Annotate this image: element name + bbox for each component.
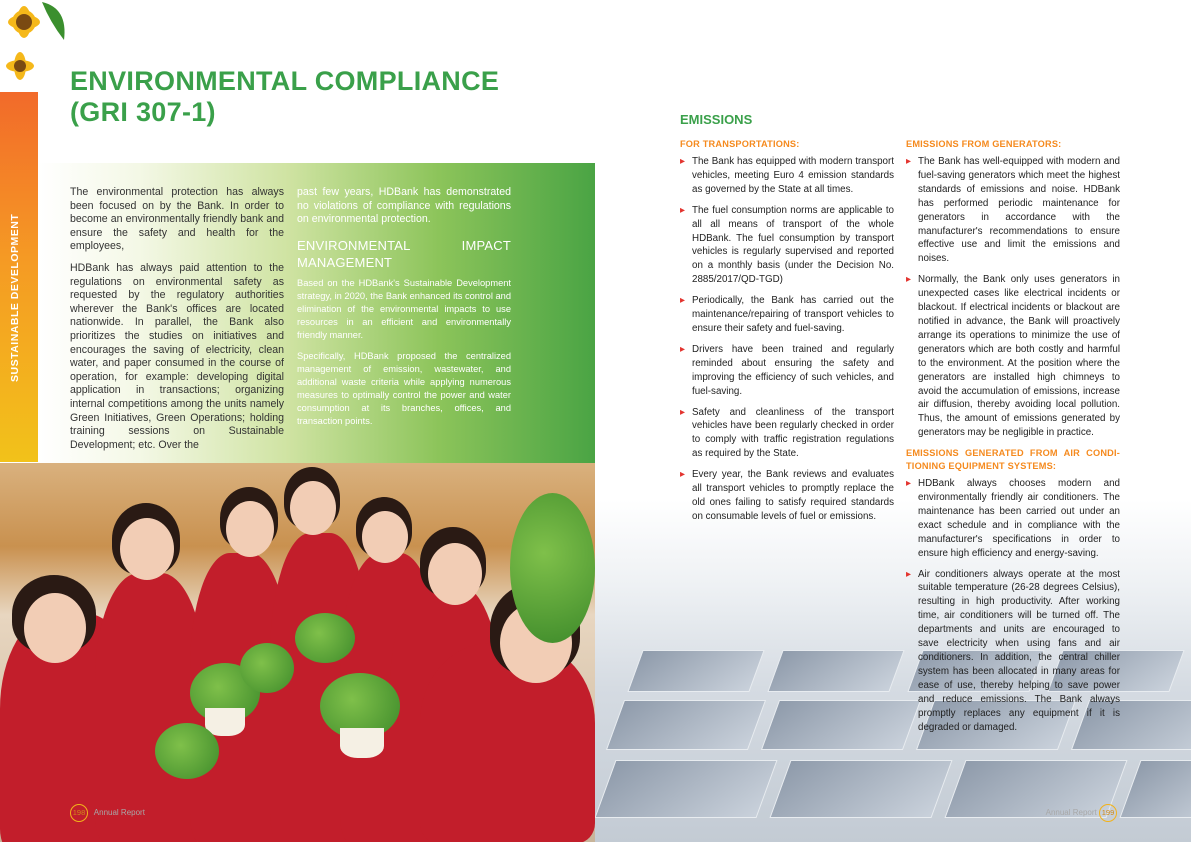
left-page: [0, 0, 595, 842]
paragraph: The environmental protection has always been focused on by the Bank. In order to become an environmentally friendly bank and ensure the safety and health for the employees,: [70, 186, 284, 253]
list-item: ▸ Drivers have been trained and regularly reminded about ensuring the safety and improving the efficiency of such vehicles, and fuel-saving.: [680, 343, 894, 399]
section-heading: ENVIRONMENTAL IMPACT MANAGEMENT: [297, 237, 511, 270]
list-item: ▸ Every year, the Bank reviews and evaluates all transport vehicles to promptly replace the old ones failing to satisfy required standards on consumable levels of fuel or emissions.: [680, 468, 894, 524]
page-footer: [1046, 804, 1121, 822]
transport-heading: FOR TRANSPORTATIONS:: [680, 139, 800, 149]
list-item: ▸ Normally, the Bank only uses generators in unexpected cases like electrical incidents or blackout. If electrical incidents or blackout are notified in advance, the Bank will proactively arrange its operations to minimize the use of generators which are both costly and harmful to the environment. At the position where the generators are installed high chimneys to avoid the accumulation of emissions, increase air diffusion, thereby avoiding local pollution. Thus, the amount of emissions generated by generators may be negligible in practice.: [906, 273, 1120, 440]
right-column-2: [906, 138, 1120, 741]
list-item: ▸ Safety and cleanliness of the transport vehicles have been regularly checked in order to comply with traffic registration regulations as required by the State.: [680, 406, 894, 462]
list-item: ▸ Periodically, the Bank has carried out the maintenance/repairing of transport vehicles to ensure their safety and fuel-saving.: [680, 294, 894, 336]
side-section-label: SUSTAINABLE DEVELOPMENT: [9, 213, 21, 382]
left-column-2: [297, 186, 511, 436]
list-item: ▸ The Bank has equipped with modern transport vehicles, meeting Euro 4 emission standards as governed by the State at all times.: [680, 155, 894, 197]
page-title: [70, 66, 499, 128]
page-number: 198: [70, 804, 88, 822]
title-line-1: ENVIRONMENTAL COMPLIANCE: [70, 66, 500, 96]
page-footer: [70, 804, 145, 822]
transport-list: [680, 155, 894, 524]
list-item: ▸ The Bank has well-equipped with modern and fuel-saving generators which meet the highest standards of emissions and noise. HDBank has performed periodic maintenance for generators in accordance with the manufacturer's recommendations to ensure effective use and limit the emissions and noises.: [906, 155, 1120, 266]
generator-list: [906, 155, 1120, 440]
paragraph: HDBank has always paid attention to the regulations on environmental safety as requested by the regulatory authorities wherever the Bank's offices are located nationwide. In parallel, the Bank also prioritizes the studies on initiatives and encourages the saving of electricity, clean water, and paper consumed in the course of operation, for example: developing digital application in transactions; organizing internal competitions among the units namely Green Initiatives, Green Operations; holding training sessions on Sustainable Development; etc. Over the: [70, 261, 284, 451]
section-side-strip: [0, 92, 38, 462]
paragraph: Specifically, HDBank proposed the centralized management of emission, wastewater, and additional waste criteria while applying numerous measures to optimally control the power and water consumption at its branches, offices, and transaction points.: [297, 350, 511, 426]
generator-heading: EMISSIONS FROM GENERATORS:: [906, 139, 1062, 149]
right-page: [595, 0, 1191, 842]
sunflower-icon: [0, 0, 74, 104]
page-number: 199: [1099, 804, 1117, 822]
aircon-list: [906, 477, 1120, 734]
section-title: EMISSIONS: [680, 112, 753, 127]
paragraph: Based on the HDBank's Sustainable Development strategy, in 2020, the Bank enhanced its control and elimination of the environmental impacts to use resources in an efficient and environmentally friendly manner.: [297, 277, 511, 340]
footer-text: Annual Report: [1045, 808, 1097, 817]
aircon-heading: EMISSIONS GENERATED FROM AIR CONDI-TIONING EQUIPMENT SYSTEMS:: [906, 448, 1120, 472]
right-column-1: [680, 138, 894, 531]
list-item: ▸ HDBank always chooses modern and environmentally friendly air conditioners. The maintenance has been carried out under an exact schedule and in compliance with the manufacturer's specifications in order to ensure high efficiency and energy-saving.: [906, 477, 1120, 560]
list-item: ▸ Air conditioners always operate at the most suitable temperature (26-28 degrees Celsius), resulting in high productivity. After working time, air conditioners will be turned off. The departments and units are encouraged to save electricity when using fans and air conditioners. In addition, the central chiller system has been allocated in many areas for ease of use, thereby helping to save power and reduce emissions. The Bank always promptly replaces any equipment if it is degraded or damaged.: [906, 568, 1120, 735]
footer-text: Annual Report: [93, 808, 145, 817]
title-line-2: (GRI 307-1): [70, 97, 216, 127]
list-item: ▸ The fuel consumption norms are applicable to all all means of transport of the whole HDBank. The fuel consumption by transport vehicles is regularly supervised and reported on a monthly basis (under the Decision No. 2885/2017/QD-TGD): [680, 204, 894, 287]
staff-photo: [0, 463, 595, 842]
paragraph: past few years, HDBank has demonstrated no violations of compliance with regulations on environmental protection.: [297, 186, 511, 226]
left-column-1: [70, 186, 284, 460]
